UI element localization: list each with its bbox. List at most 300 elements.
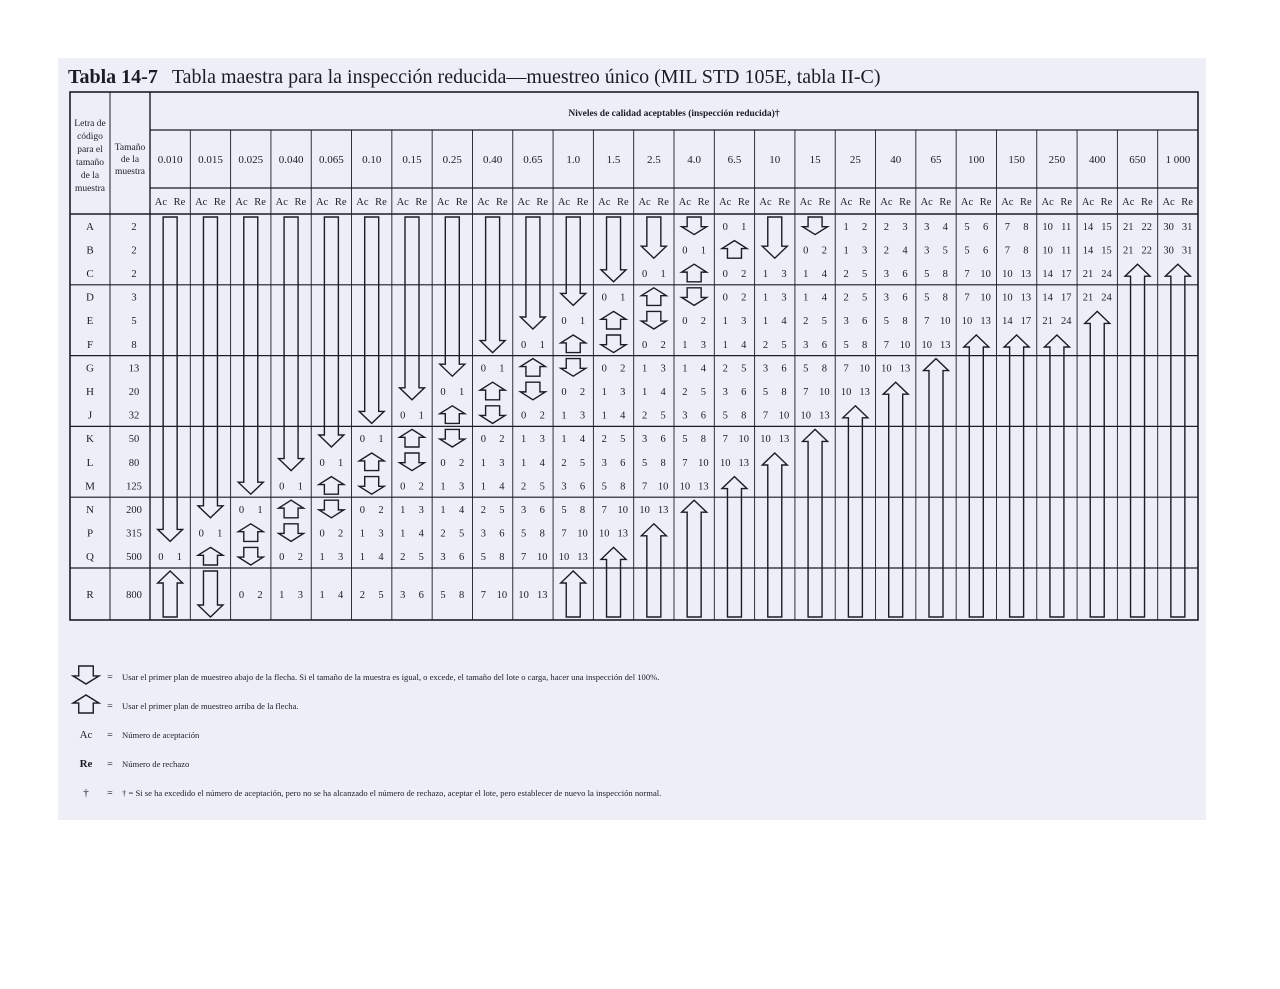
re-value: 4 xyxy=(458,505,465,516)
re-value: 3 xyxy=(620,387,626,398)
ac-value: 7 xyxy=(964,269,970,280)
ac-value: 3 xyxy=(682,410,688,422)
row-sample-size: 5 xyxy=(131,316,137,328)
ac-value: 21 xyxy=(1082,292,1094,304)
ac-header: Ac xyxy=(638,197,651,208)
re-value: 3 xyxy=(741,316,747,328)
ac-value: 1 xyxy=(440,505,446,516)
ac-value: 5 xyxy=(480,552,486,564)
re-header: Re xyxy=(737,197,750,208)
re-value: 6 xyxy=(902,292,908,304)
row-sample-size: 13 xyxy=(128,363,140,375)
ac-header: Ac xyxy=(839,197,853,208)
ac-value: 10 xyxy=(961,316,973,328)
arrow-up-icon xyxy=(561,335,586,353)
legend-arrow-down-icon xyxy=(73,666,99,684)
re-value: 3 xyxy=(539,434,545,446)
re-value: 10 xyxy=(899,339,911,351)
arrow-up-icon xyxy=(641,524,666,617)
row-letter: N xyxy=(86,504,94,516)
row-letter: M xyxy=(85,480,95,493)
aql-level-label: 0.025 xyxy=(238,154,264,166)
arrow-up-icon xyxy=(520,359,545,377)
re-value: 5 xyxy=(418,552,424,564)
ac-header: Ac xyxy=(1122,197,1135,208)
ac-value: 0 xyxy=(682,316,688,328)
row-sample-size: 2 xyxy=(131,245,137,257)
arrow-down-icon xyxy=(198,571,223,617)
ac-header: Ac xyxy=(1001,197,1014,208)
re-value: 8 xyxy=(821,363,827,375)
re-value: 2 xyxy=(378,505,384,516)
ac-value: 5 xyxy=(843,339,849,351)
legend-equals: = xyxy=(107,788,113,799)
re-value: 10 xyxy=(536,552,548,564)
ac-value: 0 xyxy=(480,434,486,446)
legend-symbol: Ac xyxy=(79,729,93,741)
re-value: 24 xyxy=(1101,292,1112,304)
re-header: Re xyxy=(415,197,428,208)
scanned-page xyxy=(58,58,1206,820)
re-value: 2 xyxy=(539,410,545,422)
re-value: 2 xyxy=(458,457,465,469)
ac-value: 0 xyxy=(601,363,607,375)
re-value: 2 xyxy=(741,269,747,280)
re-value: 22 xyxy=(1141,245,1153,257)
ac-value: 5 xyxy=(964,245,970,257)
re-value: 13 xyxy=(940,339,951,351)
re-value: 1 xyxy=(217,528,223,540)
arrow-up-icon xyxy=(762,453,787,617)
ac-value: 7 xyxy=(762,410,769,422)
re-value: 13 xyxy=(899,363,911,375)
ac-value: 3 xyxy=(924,221,930,233)
aql-level-label: 15 xyxy=(809,154,821,166)
arrow-up-icon xyxy=(641,288,666,306)
re-value: 1 xyxy=(338,457,344,469)
re-value: 3 xyxy=(902,221,908,233)
row-letter: A xyxy=(86,220,94,233)
ac-value: 5 xyxy=(924,292,930,304)
re-value: 3 xyxy=(579,410,586,422)
re-value: 6 xyxy=(499,528,505,540)
aql-title: Niveles de calidad aceptables (inspección reducida)† xyxy=(568,109,780,119)
ac-header: Ac xyxy=(275,197,288,208)
aql-level-label: 650 xyxy=(1129,154,1146,166)
arrow-up-icon xyxy=(682,500,707,617)
re-value: 8 xyxy=(942,292,948,304)
re-value: 1 xyxy=(700,245,707,257)
ac-value: 7 xyxy=(480,590,486,601)
re-header: Re xyxy=(173,197,186,208)
arrow-down-icon xyxy=(400,453,425,471)
re-value: 5 xyxy=(821,316,827,328)
row-sample-size: 80 xyxy=(128,457,140,469)
ac-value: 2 xyxy=(601,434,607,446)
ac-value: 1 xyxy=(762,316,769,328)
re-value: 10 xyxy=(577,528,588,540)
ac-value: 0 xyxy=(359,505,366,516)
re-value: 10 xyxy=(496,590,508,601)
arrow-down-icon xyxy=(400,217,425,400)
ac-header: Ac xyxy=(235,197,248,208)
re-value: 5 xyxy=(700,387,707,398)
legend-equals: = xyxy=(107,672,113,683)
row-sample-size: 200 xyxy=(126,505,142,516)
re-value: 6 xyxy=(700,410,707,422)
ac-value: 7 xyxy=(561,528,567,540)
aql-level-label: 2.5 xyxy=(646,154,661,166)
ac-value: 1 xyxy=(601,410,607,422)
ac-value: 10 xyxy=(1042,221,1053,233)
re-value: 4 xyxy=(499,481,505,493)
arrow-down-icon xyxy=(682,288,707,306)
ac-value: 10 xyxy=(719,457,731,469)
re-header: Re xyxy=(657,197,669,208)
aql-level-label: 25 xyxy=(849,154,861,166)
arrow-up-icon xyxy=(964,335,989,617)
ac-value: 1 xyxy=(682,339,688,351)
ac-value: 5 xyxy=(883,316,890,328)
re-value: 10 xyxy=(980,269,991,280)
re-value: 8 xyxy=(1023,221,1029,233)
re-value: 1 xyxy=(660,269,666,280)
re-header: Re xyxy=(939,197,952,208)
re-value: 6 xyxy=(620,457,626,469)
ac-value: 0 xyxy=(319,457,325,469)
ac-value: 3 xyxy=(924,245,930,257)
re-value: 13 xyxy=(617,528,629,540)
re-value: 5 xyxy=(620,434,626,446)
re-value: 15 xyxy=(1101,245,1112,257)
re-header: Re xyxy=(334,197,347,208)
arrow-up-icon xyxy=(601,547,626,617)
re-value: 1 xyxy=(297,481,303,493)
re-value: 4 xyxy=(579,434,586,446)
arrow-down-icon xyxy=(561,217,586,305)
ac-header: Ac xyxy=(557,197,571,208)
ac-header: Ac xyxy=(1041,197,1054,208)
re-header: Re xyxy=(1060,197,1073,208)
re-header: Re xyxy=(294,197,307,208)
aql-level-label: 65 xyxy=(930,154,942,166)
ac-value: 7 xyxy=(521,552,527,564)
re-value: 2 xyxy=(862,221,868,233)
arrow-down-icon xyxy=(440,429,465,447)
arrow-down-icon xyxy=(440,217,465,376)
arrow-up-icon xyxy=(682,264,707,282)
re-value: 5 xyxy=(539,481,545,493)
re-value: 2 xyxy=(418,481,424,493)
row-sample-size: 50 xyxy=(128,434,140,446)
aql-level-label: 0.15 xyxy=(402,154,422,166)
arrow-down-icon xyxy=(520,217,545,329)
ac-value: 0 xyxy=(400,410,406,422)
arrow-up-icon xyxy=(400,429,425,447)
arrow-up-icon xyxy=(843,406,868,617)
re-value: 3 xyxy=(862,245,868,257)
re-value: 10 xyxy=(778,410,790,422)
re-value: 4 xyxy=(821,269,827,280)
ac-value: 3 xyxy=(521,505,527,516)
re-value: 6 xyxy=(781,363,787,375)
re-value: 6 xyxy=(741,387,747,398)
arrow-up-icon xyxy=(1004,335,1029,617)
re-value: 2 xyxy=(257,590,263,601)
re-value: 2 xyxy=(338,528,344,540)
re-value: 6 xyxy=(660,434,666,446)
re-value: 2 xyxy=(660,339,666,351)
re-value: 5 xyxy=(862,292,868,304)
ac-value: 1 xyxy=(521,434,527,446)
ac-value: 1 xyxy=(521,457,527,469)
re-value: 1 xyxy=(741,221,747,233)
arrow-up-icon xyxy=(198,547,223,565)
header-letter-text: para el xyxy=(77,145,103,155)
ac-value: 7 xyxy=(722,434,728,446)
ac-value: 0 xyxy=(319,528,325,540)
re-value: 8 xyxy=(781,387,787,398)
ac-value: 0 xyxy=(238,590,245,601)
re-value: 2 xyxy=(620,363,626,375)
ac-value: 3 xyxy=(843,316,849,328)
arrow-up-icon xyxy=(359,453,384,471)
arrow-down-icon xyxy=(158,217,183,541)
aql-level-label: 6.5 xyxy=(727,154,742,166)
ac-value: 0 xyxy=(803,245,809,257)
ac-value: 3 xyxy=(480,528,486,540)
ac-value: 10 xyxy=(1002,269,1013,280)
aql-level-label: 1.0 xyxy=(566,154,581,166)
row-sample-size: 800 xyxy=(126,590,142,601)
table-number: Tabla 14-7 xyxy=(68,66,158,88)
re-value: 5 xyxy=(942,245,948,257)
arrow-up-icon xyxy=(601,311,626,329)
arrow-down-icon xyxy=(279,217,304,471)
re-header: Re xyxy=(778,197,790,208)
ac-value: 0 xyxy=(440,457,446,469)
ac-value: 10 xyxy=(679,481,691,493)
ac-value: 7 xyxy=(924,316,930,328)
re-value: 17 xyxy=(1060,269,1072,280)
ac-value: 5 xyxy=(601,481,607,493)
ac-value: 7 xyxy=(843,363,849,375)
legend-text: † = Si se ha excedido el número de aceptación, pero no se ha alcanzado el número de rechazo, aceptar el lote, pero establecer de nuevo la inspección normal. xyxy=(122,788,662,798)
ac-value: 5 xyxy=(521,528,527,540)
re-value: 5 xyxy=(378,590,384,601)
row-letter: D xyxy=(86,291,94,304)
ac-value: 1 xyxy=(641,363,648,375)
ac-header: Ac xyxy=(356,197,369,208)
arrow-up-icon xyxy=(722,241,747,259)
re-value: 2 xyxy=(579,387,586,398)
ac-value: 3 xyxy=(440,552,446,564)
ac-value: 2 xyxy=(722,363,728,375)
ac-header: Ac xyxy=(477,197,490,208)
re-value: 6 xyxy=(539,505,545,516)
ac-value: 1 xyxy=(843,245,849,257)
ac-value: 2 xyxy=(561,457,567,469)
re-value: 5 xyxy=(862,269,868,280)
legend-symbol: † xyxy=(83,787,89,799)
ac-value: 2 xyxy=(480,505,486,516)
re-value: 8 xyxy=(660,457,666,469)
row-sample-size: 3 xyxy=(131,292,137,304)
legend-arrow-up-icon xyxy=(73,695,99,713)
ac-header: Ac xyxy=(759,197,772,208)
ac-value: 0 xyxy=(682,245,688,257)
arrow-up-icon xyxy=(440,406,465,424)
ac-value: 2 xyxy=(803,316,809,328)
legend-text: Usar el primer plan de muestreo abajo de la flecha. Si el tamaño de la muestra es igual, o excede, el tamaño del lote o carga, hacer una inspección del 100%. xyxy=(122,672,660,682)
re-value: 2 xyxy=(700,316,707,328)
ac-header: Ac xyxy=(1162,197,1175,208)
legend-text: Número de aceptación xyxy=(122,730,200,740)
re-value: 6 xyxy=(458,552,465,564)
ac-value: 2 xyxy=(843,292,849,304)
re-value: 10 xyxy=(859,363,870,375)
arrow-down-icon xyxy=(198,217,223,518)
ac-header: Ac xyxy=(436,197,450,208)
aql-level-label: 100 xyxy=(968,154,985,166)
re-value: 13 xyxy=(698,481,709,493)
ac-value: 14 xyxy=(1042,269,1053,280)
ac-value: 2 xyxy=(843,269,849,280)
arrow-down-icon xyxy=(359,217,384,423)
ac-value: 1 xyxy=(762,269,769,280)
re-value: 6 xyxy=(902,269,908,280)
ac-value: 14 xyxy=(1002,316,1013,328)
arrow-up-icon xyxy=(279,500,304,518)
re-value: 13 xyxy=(577,552,588,564)
ac-value: 1 xyxy=(561,410,567,422)
re-value: 5 xyxy=(781,339,787,351)
re-header: Re xyxy=(1100,197,1113,208)
arrow-up-icon xyxy=(319,477,344,495)
ac-value: 1 xyxy=(843,221,849,233)
ac-value: 2 xyxy=(883,245,890,257)
re-value: 6 xyxy=(579,481,586,493)
re-header: Re xyxy=(536,197,549,208)
ac-value: 10 xyxy=(921,339,932,351)
ac-value: 21 xyxy=(1082,269,1094,280)
re-header: Re xyxy=(818,197,831,208)
row-letter: K xyxy=(86,433,94,446)
ac-value: 5 xyxy=(803,363,809,375)
re-value: 13 xyxy=(980,316,991,328)
re-value: 13 xyxy=(738,457,749,469)
re-value: 5 xyxy=(458,528,465,540)
re-value: 3 xyxy=(660,363,666,375)
re-value: 17 xyxy=(1020,316,1032,328)
row-letter: L xyxy=(86,456,94,469)
arrow-down-icon xyxy=(682,217,707,235)
aql-level-label: 0.010 xyxy=(157,154,183,166)
header-size-text: Tamaño xyxy=(114,143,146,153)
aql-level-label: 4.0 xyxy=(687,154,702,166)
ac-value: 2 xyxy=(521,481,527,493)
re-value: 10 xyxy=(698,457,709,469)
re-value: 3 xyxy=(700,339,707,351)
re-value: 31 xyxy=(1181,221,1193,233)
re-value: 3 xyxy=(499,457,505,469)
ac-value: 0 xyxy=(561,316,567,328)
re-value: 1 xyxy=(539,339,545,351)
legend-symbol: Re xyxy=(79,758,93,770)
ac-value: 3 xyxy=(601,457,607,469)
row-sample-size: 125 xyxy=(126,481,142,493)
arrow-down-icon xyxy=(641,217,666,258)
ac-value: 1 xyxy=(440,481,446,493)
ac-value: 10 xyxy=(639,505,650,516)
header-letter-text: código xyxy=(77,132,103,142)
row-letter: H xyxy=(86,386,94,398)
ac-value: 10 xyxy=(1002,292,1013,304)
legend-equals: = xyxy=(107,701,113,712)
aql-level-label: 400 xyxy=(1088,154,1106,166)
re-header: Re xyxy=(616,197,629,208)
re-value: 8 xyxy=(862,339,868,351)
re-value: 11 xyxy=(1061,221,1072,233)
arrow-down-icon xyxy=(561,359,586,377)
ac-value: 21 xyxy=(1042,316,1053,328)
row-letter: G xyxy=(86,362,94,375)
ac-value: 10 xyxy=(1042,245,1053,257)
ac-value: 2 xyxy=(682,387,688,398)
ac-value: 7 xyxy=(601,505,607,516)
arrow-down-icon xyxy=(319,500,344,518)
re-value: 3 xyxy=(338,552,344,564)
ac-value: 1 xyxy=(722,316,728,328)
re-header: Re xyxy=(858,197,871,208)
aql-level-label: 0.65 xyxy=(523,154,543,166)
row-letter: Q xyxy=(86,551,94,564)
ac-header: Ac xyxy=(678,197,692,208)
re-value: 1 xyxy=(257,505,263,516)
re-header: Re xyxy=(899,197,911,208)
ac-value: 1 xyxy=(359,528,366,540)
row-letter: J xyxy=(87,409,93,422)
ac-value: 5 xyxy=(682,434,688,446)
header-letter-text: tamaño xyxy=(76,158,104,168)
re-header: Re xyxy=(455,197,468,208)
ac-value: 1 xyxy=(561,434,567,446)
re-header: Re xyxy=(1020,197,1032,208)
re-header: Re xyxy=(1140,197,1153,208)
ac-value: 7 xyxy=(964,292,970,304)
row-sample-size: 2 xyxy=(131,269,137,280)
ac-value: 10 xyxy=(840,387,852,398)
re-value: 8 xyxy=(942,269,948,280)
arrow-down-icon xyxy=(520,382,545,400)
re-value: 10 xyxy=(617,505,629,516)
aql-level-label: 0.10 xyxy=(362,154,382,166)
ac-value: 30 xyxy=(1163,245,1174,257)
re-header: Re xyxy=(697,197,710,208)
ac-value: 0 xyxy=(601,292,607,304)
legend-equals: = xyxy=(107,759,113,770)
ac-value: 0 xyxy=(279,481,285,493)
ac-value: 0 xyxy=(722,292,728,304)
re-header: Re xyxy=(576,197,589,208)
ac-value: 1 xyxy=(803,292,809,304)
ac-value: 14 xyxy=(1042,292,1053,304)
arrow-up-icon xyxy=(883,382,908,617)
ac-header: Ac xyxy=(1081,197,1095,208)
re-value: 8 xyxy=(620,481,626,493)
re-value: 4 xyxy=(902,245,908,257)
re-header: Re xyxy=(375,197,387,208)
